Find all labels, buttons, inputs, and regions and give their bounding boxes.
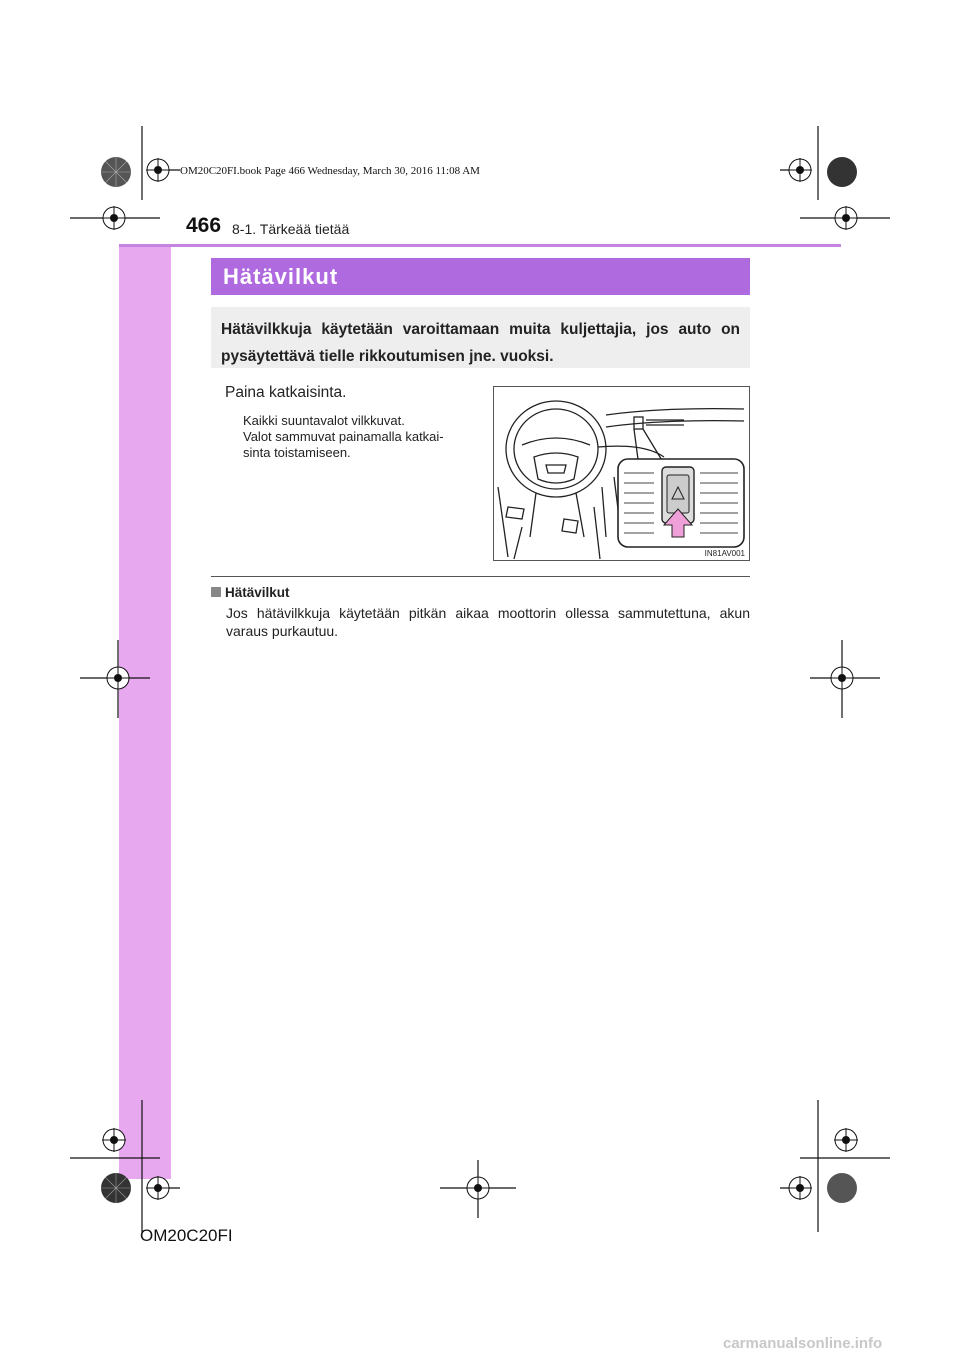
intro-text: Hätävilkkuja käytetään varoittamaan muita kuljettajia, jos auto on pysäytettävä tielle rikkoutumisen jne. vuoksi.: [221, 321, 740, 365]
breadcrumb: 8-1. Tärkeää tietää: [232, 221, 350, 237]
target-mark-icon: [835, 1129, 857, 1151]
section-title-bar: [211, 258, 750, 295]
page-number: 466: [186, 214, 222, 237]
square-bullet-icon: [211, 587, 221, 597]
target-mark-icon: [147, 1177, 169, 1199]
header-rule: [119, 244, 841, 247]
target-mark-icon: [467, 1177, 489, 1199]
step-detail-line: Valot sammuvat painamalla katkai-: [243, 429, 444, 444]
target-mark-icon: [835, 207, 857, 229]
step-details: [243, 413, 479, 461]
note-heading-text: Hätävilkut: [225, 585, 290, 600]
sidebar-tab-strip: [119, 244, 171, 1179]
starburst-mark-icon: [101, 157, 131, 187]
target-mark-icon: [147, 159, 169, 181]
dashboard-drawing: [494, 387, 750, 561]
dashboard-illustration: [493, 386, 750, 561]
illustration-code: IN81AV001: [704, 549, 745, 558]
intro-box: [211, 307, 750, 368]
footer-code: OM20C20FI: [140, 1226, 233, 1245]
starburst-mark-icon: [827, 157, 857, 187]
target-mark-icon: [103, 207, 125, 229]
target-mark-icon: [789, 159, 811, 181]
note-heading: [211, 585, 290, 600]
target-mark-icon: [831, 667, 853, 689]
step-instruction: Paina katkaisinta.: [225, 384, 347, 401]
step-detail-line: Kaikki suuntavalot vilkkuvat.: [243, 413, 405, 428]
note-body: Jos hätävilkkuja käytetään pitkän aikaa moottorin ollessa sammutettuna, akun varaus purkautuu.: [226, 605, 750, 639]
section-divider: [211, 576, 750, 577]
book-info: OM20C20FI.book Page 466 Wednesday, March 30, 2016 11:08 AM: [180, 165, 480, 177]
section-title: Hätävilkut: [223, 264, 339, 289]
step-detail-line: sinta toistamiseen.: [243, 445, 351, 460]
target-mark-icon: [789, 1177, 811, 1199]
starburst-mark-icon: [827, 1173, 857, 1203]
watermark: carmanualsonline.info: [723, 1335, 883, 1352]
